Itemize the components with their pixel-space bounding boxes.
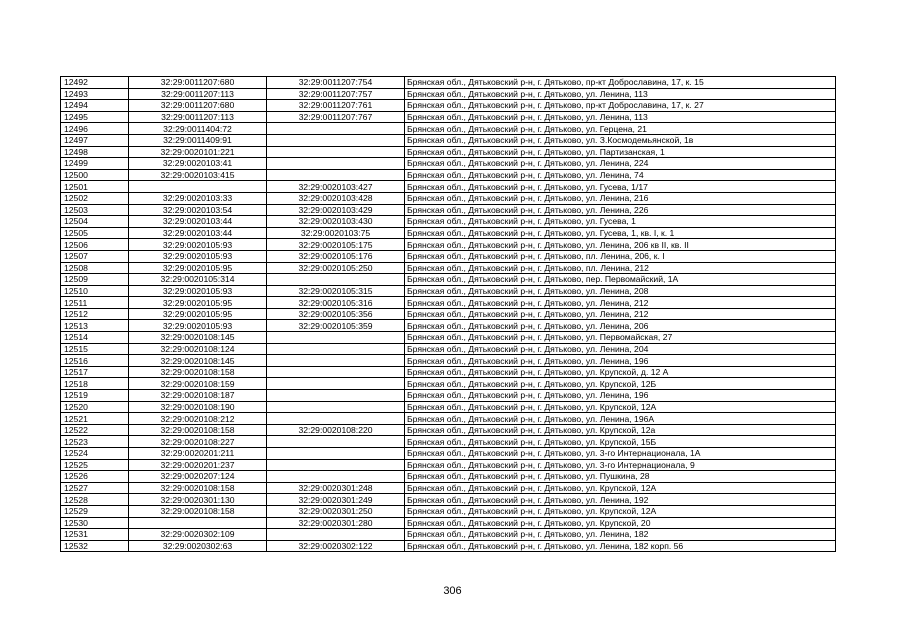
building-cadastral-number-cell: 32:29:0020105:176 bbox=[267, 250, 405, 262]
building-cadastral-number-cell bbox=[267, 169, 405, 181]
address-cell: Брянская обл., Дятьковский р-н, г. Дятьково, ул. Ленина, 182 корп. 56 bbox=[405, 540, 836, 552]
address-cell: Брянская обл., Дятьковский р-н, г. Дятьково, ул. Герцена, 21 bbox=[405, 123, 836, 135]
address-cell: Брянская обл., Дятьковский р-н, г. Дятьково, ул. Партизанская, 1 bbox=[405, 146, 836, 158]
table-row bbox=[61, 505, 836, 517]
building-cadastral-number-cell: 32:29:0020105:359 bbox=[267, 320, 405, 332]
land-cadastral-number-cell: 32:29:0020108:158 bbox=[129, 505, 267, 517]
land-cadastral-number-cell: 32:29:0020103:44 bbox=[129, 216, 267, 228]
row-number-cell: 12526 bbox=[61, 471, 129, 483]
row-number-cell: 12513 bbox=[61, 320, 129, 332]
building-cadastral-number-cell: 32:29:0011207:761 bbox=[267, 100, 405, 112]
address-cell: Брянская обл., Дятьковский р-н, г. Дятьково, ул. Крупской, 12А bbox=[405, 482, 836, 494]
land-cadastral-number-cell: 32:29:0020302:63 bbox=[129, 540, 267, 552]
table-row bbox=[61, 482, 836, 494]
land-cadastral-number-cell: 32:29:0020108:145 bbox=[129, 332, 267, 344]
land-cadastral-number-cell bbox=[129, 517, 267, 529]
building-cadastral-number-cell: 32:29:0011207:767 bbox=[267, 111, 405, 123]
address-cell: Брянская обл., Дятьковский р-н, г. Дятьково, ул. Крупской, д. 12 А bbox=[405, 366, 836, 378]
land-cadastral-number-cell: 32:29:0020105:93 bbox=[129, 285, 267, 297]
land-cadastral-number-cell: 32:29:0011207:113 bbox=[129, 111, 267, 123]
table-row bbox=[61, 134, 836, 146]
table-row bbox=[61, 181, 836, 193]
row-number-cell: 12505 bbox=[61, 227, 129, 239]
table-row bbox=[61, 320, 836, 332]
table-row bbox=[61, 413, 836, 425]
land-cadastral-number-cell: 32:29:0011409:91 bbox=[129, 134, 267, 146]
row-number-cell: 12525 bbox=[61, 459, 129, 471]
building-cadastral-number-cell bbox=[267, 378, 405, 390]
row-number-cell: 12496 bbox=[61, 123, 129, 135]
land-cadastral-number-cell: 32:29:0020103:415 bbox=[129, 169, 267, 181]
land-cadastral-number-cell: 32:29:0020105:93 bbox=[129, 239, 267, 251]
table-row bbox=[61, 517, 836, 529]
address-cell: Брянская обл., Дятьковский р-н, г. Дятьково, ул. Гусева, 1/17 bbox=[405, 181, 836, 193]
table-row bbox=[61, 390, 836, 402]
land-cadastral-number-cell: 32:29:0020108:187 bbox=[129, 390, 267, 402]
address-cell: Брянская обл., Дятьковский р-н, г. Дятьково, ул. Ленина, 196А bbox=[405, 413, 836, 425]
table-row bbox=[61, 332, 836, 344]
table-row bbox=[61, 459, 836, 471]
address-cell: Брянская обл., Дятьковский р-н, г. Дятьково, ул. Крупской, 12А bbox=[405, 401, 836, 413]
land-cadastral-number-cell: 32:29:0011207:680 bbox=[129, 100, 267, 112]
land-cadastral-number-cell: 32:29:0020105:93 bbox=[129, 250, 267, 262]
land-cadastral-number-cell: 32:29:0011404:72 bbox=[129, 123, 267, 135]
table-row bbox=[61, 111, 836, 123]
address-cell: Брянская обл., Дятьковский р-н, г. Дятьково, ул. Крупской, 12Б bbox=[405, 378, 836, 390]
row-number-cell: 12529 bbox=[61, 505, 129, 517]
row-number-cell: 12530 bbox=[61, 517, 129, 529]
address-cell: Брянская обл., Дятьковский р-н, г. Дятьково, ул. Ленина, 216 bbox=[405, 192, 836, 204]
building-cadastral-number-cell bbox=[267, 332, 405, 344]
row-number-cell: 12510 bbox=[61, 285, 129, 297]
row-number-cell: 12521 bbox=[61, 413, 129, 425]
table-row bbox=[61, 540, 836, 552]
row-number-cell: 12497 bbox=[61, 134, 129, 146]
row-number-cell: 12506 bbox=[61, 239, 129, 251]
row-number-cell: 12520 bbox=[61, 401, 129, 413]
address-cell: Брянская обл., Дятьковский р-н, г. Дятьково, ул. Ленина, 224 bbox=[405, 158, 836, 170]
address-cell: Брянская обл., Дятьковский р-н, г. Дятьково, ул. Крупской, 15Б bbox=[405, 436, 836, 448]
building-cadastral-number-cell: 32:29:0020108:220 bbox=[267, 424, 405, 436]
address-cell: Брянская обл., Дятьковский р-н, г. Дятьково, ул. 3-го Интернационала, 9 bbox=[405, 459, 836, 471]
building-cadastral-number-cell bbox=[267, 355, 405, 367]
building-cadastral-number-cell bbox=[267, 448, 405, 460]
building-cadastral-number-cell bbox=[267, 274, 405, 286]
table-row bbox=[61, 448, 836, 460]
land-cadastral-number-cell: 32:29:0020108:145 bbox=[129, 355, 267, 367]
land-cadastral-number-cell: 32:29:0020105:95 bbox=[129, 297, 267, 309]
table-row bbox=[61, 239, 836, 251]
address-cell: Брянская обл., Дятьковский р-н, г. Дятьково, ул. Ленина, 206 кв II, кв. II bbox=[405, 239, 836, 251]
building-cadastral-number-cell: 32:29:0020105:356 bbox=[267, 308, 405, 320]
building-cadastral-number-cell bbox=[267, 401, 405, 413]
land-cadastral-number-cell: 32:29:0020103:44 bbox=[129, 227, 267, 239]
building-cadastral-number-cell: 32:29:0020302:122 bbox=[267, 540, 405, 552]
address-cell: Брянская обл., Дятьковский р-н, г. Дятьково, ул. Ленина, 196 bbox=[405, 355, 836, 367]
address-cell: Брянская обл., Дятьковский р-н, г. Дятьково, ул. Гусева, 1 bbox=[405, 216, 836, 228]
row-number-cell: 12522 bbox=[61, 424, 129, 436]
table-row bbox=[61, 88, 836, 100]
table-row bbox=[61, 216, 836, 228]
land-cadastral-number-cell: 32:29:0020201:237 bbox=[129, 459, 267, 471]
land-cadastral-number-cell: 32:29:0020105:95 bbox=[129, 308, 267, 320]
registry-table-container bbox=[60, 76, 836, 552]
table-row bbox=[61, 285, 836, 297]
building-cadastral-number-cell: 32:29:0020103:75 bbox=[267, 227, 405, 239]
address-cell: Брянская обл., Дятьковский р-н, г. Дятьково, ул. Ленина, 113 bbox=[405, 111, 836, 123]
address-cell: Брянская обл., Дятьковский р-н, г. Дятьково, ул. Ленина, 226 bbox=[405, 204, 836, 216]
building-cadastral-number-cell: 32:29:0020301:250 bbox=[267, 505, 405, 517]
land-cadastral-number-cell: 32:29:0020108:158 bbox=[129, 424, 267, 436]
land-cadastral-number-cell: 32:29:0020103:41 bbox=[129, 158, 267, 170]
table-row bbox=[61, 158, 836, 170]
row-number-cell: 12524 bbox=[61, 448, 129, 460]
address-cell: Брянская обл., Дятьковский р-н, г. Дятьково, ул. Пушкина, 28 bbox=[405, 471, 836, 483]
building-cadastral-number-cell: 32:29:0020105:316 bbox=[267, 297, 405, 309]
registry-table-body bbox=[61, 77, 836, 552]
land-cadastral-number-cell bbox=[129, 181, 267, 193]
table-row bbox=[61, 366, 836, 378]
row-number-cell: 12498 bbox=[61, 146, 129, 158]
address-cell: Брянская обл., Дятьковский р-н, г. Дятьково, ул. Гусева, 1, кв. I, к. 1 bbox=[405, 227, 836, 239]
row-number-cell: 12517 bbox=[61, 366, 129, 378]
building-cadastral-number-cell: 32:29:0020301:249 bbox=[267, 494, 405, 506]
building-cadastral-number-cell: 32:29:0020105:175 bbox=[267, 239, 405, 251]
table-row bbox=[61, 378, 836, 390]
building-cadastral-number-cell bbox=[267, 134, 405, 146]
row-number-cell: 12527 bbox=[61, 482, 129, 494]
building-cadastral-number-cell bbox=[267, 123, 405, 135]
building-cadastral-number-cell bbox=[267, 390, 405, 402]
table-row bbox=[61, 227, 836, 239]
row-number-cell: 12514 bbox=[61, 332, 129, 344]
land-cadastral-number-cell: 32:29:0020108:190 bbox=[129, 401, 267, 413]
address-cell: Брянская обл., Дятьковский р-н, г. Дятьково, ул. Ленина, 182 bbox=[405, 529, 836, 541]
row-number-cell: 12502 bbox=[61, 192, 129, 204]
building-cadastral-number-cell: 32:29:0020103:430 bbox=[267, 216, 405, 228]
row-number-cell: 12504 bbox=[61, 216, 129, 228]
address-cell: Брянская обл., Дятьковский р-н, г. Дятьково, ул. Ленина, 212 bbox=[405, 308, 836, 320]
building-cadastral-number-cell: 32:29:0020103:427 bbox=[267, 181, 405, 193]
row-number-cell: 12519 bbox=[61, 390, 129, 402]
table-row bbox=[61, 401, 836, 413]
land-cadastral-number-cell: 32:29:0020105:314 bbox=[129, 274, 267, 286]
table-row bbox=[61, 436, 836, 448]
land-cadastral-number-cell: 32:29:0020301:130 bbox=[129, 494, 267, 506]
land-cadastral-number-cell: 32:29:0020108:124 bbox=[129, 343, 267, 355]
table-row bbox=[61, 343, 836, 355]
land-cadastral-number-cell: 32:29:0020105:95 bbox=[129, 262, 267, 274]
address-cell: Брянская обл., Дятьковский р-н, г. Дятьково, ул. Первомайская, 27 bbox=[405, 332, 836, 344]
building-cadastral-number-cell bbox=[267, 529, 405, 541]
land-cadastral-number-cell: 32:29:0020108:158 bbox=[129, 482, 267, 494]
building-cadastral-number-cell bbox=[267, 343, 405, 355]
table-row bbox=[61, 355, 836, 367]
row-number-cell: 12532 bbox=[61, 540, 129, 552]
table-row bbox=[61, 424, 836, 436]
table-row bbox=[61, 297, 836, 309]
land-cadastral-number-cell: 32:29:0020207:124 bbox=[129, 471, 267, 483]
table-row bbox=[61, 494, 836, 506]
row-number-cell: 12512 bbox=[61, 308, 129, 320]
building-cadastral-number-cell bbox=[267, 459, 405, 471]
table-row bbox=[61, 250, 836, 262]
building-cadastral-number-cell: 32:29:0020103:428 bbox=[267, 192, 405, 204]
address-cell: Брянская обл., Дятьковский р-н, г. Дятьково, ул. 3-го Интернационала, 1А bbox=[405, 448, 836, 460]
land-cadastral-number-cell: 32:29:0020302:109 bbox=[129, 529, 267, 541]
page-number: 306 bbox=[443, 585, 462, 597]
address-cell: Брянская обл., Дятьковский р-н, г. Дятьково, ул. Ленина, 206 bbox=[405, 320, 836, 332]
land-cadastral-number-cell: 32:29:0020103:54 bbox=[129, 204, 267, 216]
row-number-cell: 12495 bbox=[61, 111, 129, 123]
building-cadastral-number-cell bbox=[267, 436, 405, 448]
row-number-cell: 12500 bbox=[61, 169, 129, 181]
table-row bbox=[61, 77, 836, 89]
address-cell: Брянская обл., Дятьковский р-н, г. Дятьково, ул. Ленина, 208 bbox=[405, 285, 836, 297]
table-row bbox=[61, 274, 836, 286]
table-row bbox=[61, 192, 836, 204]
address-cell: Брянская обл., Дятьковский р-н, г. Дятьково, ул. Ленина, 192 bbox=[405, 494, 836, 506]
building-cadastral-number-cell: 32:29:0020105:250 bbox=[267, 262, 405, 274]
land-cadastral-number-cell: 32:29:0011207:113 bbox=[129, 88, 267, 100]
row-number-cell: 12508 bbox=[61, 262, 129, 274]
table-row bbox=[61, 471, 836, 483]
address-cell: Брянская обл., Дятьковский р-н, г. Дятьково, ул. Крупской, 12а bbox=[405, 424, 836, 436]
table-row bbox=[61, 308, 836, 320]
row-number-cell: 12516 bbox=[61, 355, 129, 367]
land-cadastral-number-cell: 32:29:0020108:227 bbox=[129, 436, 267, 448]
land-cadastral-number-cell: 32:29:0020101:221 bbox=[129, 146, 267, 158]
building-cadastral-number-cell: 32:29:0011207:754 bbox=[267, 77, 405, 89]
row-number-cell: 12501 bbox=[61, 181, 129, 193]
address-cell: Брянская обл., Дятьковский р-н, г. Дятьково, ул. Крупской, 12А bbox=[405, 505, 836, 517]
address-cell: Брянская обл., Дятьковский р-н, г. Дятьково, пл. Ленина, 206, к. I bbox=[405, 250, 836, 262]
building-cadastral-number-cell: 32:29:0020105:315 bbox=[267, 285, 405, 297]
address-cell: Брянская обл., Дятьковский р-н, г. Дятьково, пер. Первомайский, 1А bbox=[405, 274, 836, 286]
row-number-cell: 12492 bbox=[61, 77, 129, 89]
address-cell: Брянская обл., Дятьковский р-н, г. Дятьково, ул. З.Космодемьянской, 1в bbox=[405, 134, 836, 146]
table-row bbox=[61, 100, 836, 112]
table-row bbox=[61, 204, 836, 216]
table-row bbox=[61, 146, 836, 158]
address-cell: Брянская обл., Дятьковский р-н, г. Дятьково, пр-кт Доброславина, 17, к. 27 bbox=[405, 100, 836, 112]
land-cadastral-number-cell: 32:29:0020108:212 bbox=[129, 413, 267, 425]
address-cell: Брянская обл., Дятьковский р-н, г. Дятьково, ул. Ленина, 74 bbox=[405, 169, 836, 181]
table-row bbox=[61, 123, 836, 135]
land-cadastral-number-cell: 32:29:0020108:159 bbox=[129, 378, 267, 390]
row-number-cell: 12531 bbox=[61, 529, 129, 541]
building-cadastral-number-cell bbox=[267, 146, 405, 158]
row-number-cell: 12511 bbox=[61, 297, 129, 309]
building-cadastral-number-cell bbox=[267, 413, 405, 425]
address-cell: Брянская обл., Дятьковский р-н, г. Дятьково, пл. Ленина, 212 bbox=[405, 262, 836, 274]
address-cell: Брянская обл., Дятьковский р-н, г. Дятьково, ул. Ленина, 204 bbox=[405, 343, 836, 355]
building-cadastral-number-cell: 32:29:0020103:429 bbox=[267, 204, 405, 216]
row-number-cell: 12523 bbox=[61, 436, 129, 448]
land-cadastral-number-cell: 32:29:0020105:93 bbox=[129, 320, 267, 332]
building-cadastral-number-cell bbox=[267, 471, 405, 483]
building-cadastral-number-cell: 32:29:0020301:248 bbox=[267, 482, 405, 494]
row-number-cell: 12528 bbox=[61, 494, 129, 506]
row-number-cell: 12507 bbox=[61, 250, 129, 262]
table-row bbox=[61, 262, 836, 274]
row-number-cell: 12499 bbox=[61, 158, 129, 170]
table-row bbox=[61, 169, 836, 181]
address-cell: Брянская обл., Дятьковский р-н, г. Дятьково, ул. Ленина, 212 bbox=[405, 297, 836, 309]
building-cadastral-number-cell: 32:29:0011207:757 bbox=[267, 88, 405, 100]
row-number-cell: 12515 bbox=[61, 343, 129, 355]
row-number-cell: 12494 bbox=[61, 100, 129, 112]
row-number-cell: 12518 bbox=[61, 378, 129, 390]
address-cell: Брянская обл., Дятьковский р-н, г. Дятьково, ул. Ленина, 113 bbox=[405, 88, 836, 100]
building-cadastral-number-cell bbox=[267, 158, 405, 170]
row-number-cell: 12509 bbox=[61, 274, 129, 286]
address-cell: Брянская обл., Дятьковский р-н, г. Дятьково, ул. Крупской, 20 bbox=[405, 517, 836, 529]
table-row bbox=[61, 529, 836, 541]
building-cadastral-number-cell bbox=[267, 366, 405, 378]
address-cell: Брянская обл., Дятьковский р-н, г. Дятьково, пр-кт Доброславина, 17, к. 15 bbox=[405, 77, 836, 89]
land-cadastral-number-cell: 32:29:0020108:158 bbox=[129, 366, 267, 378]
land-cadastral-number-cell: 32:29:0011207:680 bbox=[129, 77, 267, 89]
row-number-cell: 12503 bbox=[61, 204, 129, 216]
registry-table bbox=[60, 76, 836, 552]
address-cell: Брянская обл., Дятьковский р-н, г. Дятьково, ул. Ленина, 196 bbox=[405, 390, 836, 402]
land-cadastral-number-cell: 32:29:0020201:211 bbox=[129, 448, 267, 460]
building-cadastral-number-cell: 32:29:0020301:280 bbox=[267, 517, 405, 529]
row-number-cell: 12493 bbox=[61, 88, 129, 100]
land-cadastral-number-cell: 32:29:0020103:33 bbox=[129, 192, 267, 204]
